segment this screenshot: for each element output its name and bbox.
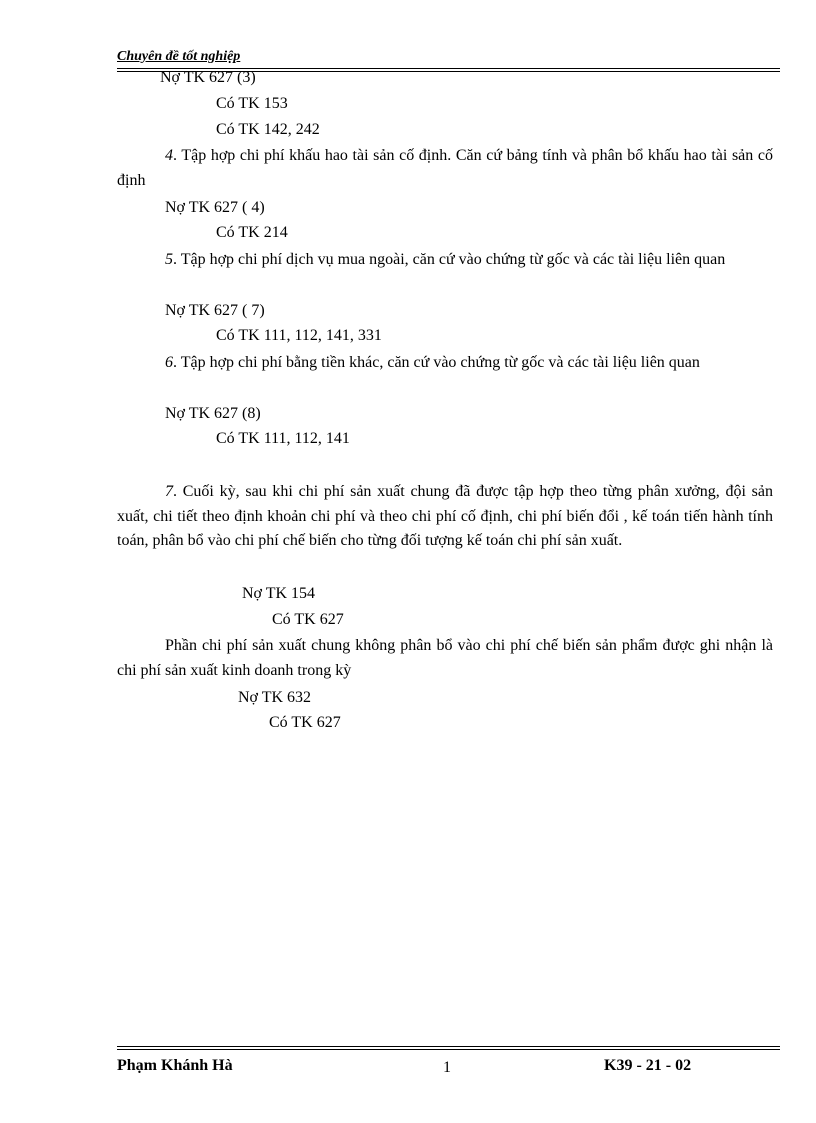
entry-debit-627-3: Nợ TK 627 (3)	[160, 69, 256, 86]
paragraph-6-number: 6	[165, 354, 173, 371]
paragraph-5	[117, 248, 773, 273]
paragraph-6	[117, 351, 773, 376]
footer-page-number: 1	[443, 1059, 451, 1076]
paragraph-5-text: . Tập hợp chi phí dịch vụ mua ngoài, căn cứ vào chứng từ gốc và các tài liệu liên quan	[173, 251, 726, 268]
paragraph-6-text: . Tập hợp chi phí bằng tiền khác, căn cứ vào chứng từ gốc và các tài liệu liên quan	[173, 354, 700, 371]
entry-credit-627-b: Có TK 627	[269, 714, 341, 731]
footer-author: Phạm Khánh Hà	[117, 1057, 233, 1074]
paragraph-7-text: . Cuối kỳ, sau khi chi phí sản xuất chung đã được tập hợp theo từng phân xưởng, đội sản xuất, chi tiết theo định khoản chi phí và theo chi phí cố định, chi phí biến đổi , kế toán tiến hành tính toán, phân bổ vào chi phí chế biến cho từng đối tượng kế toán chi phí sản xuất.	[117, 483, 773, 550]
entry-credit-111-112-141: Có TK 111, 112, 141	[216, 430, 350, 447]
entry-credit-142-242: Có TK 142, 242	[216, 121, 320, 138]
paragraph-4	[117, 144, 773, 193]
entry-credit-111-112-141-331: Có TK 111, 112, 141, 331	[216, 327, 382, 344]
entry-credit-153: Có TK 153	[216, 95, 288, 112]
entry-credit-214: Có TK 214	[216, 224, 288, 241]
paragraph-8: Phần chi phí sản xuất chung không phân bổ vào chi phí chế biến sản phẩm được ghi nhận là chi phí sản xuất kinh doanh trong kỳ	[117, 637, 773, 679]
entry-credit-627-a: Có TK 627	[272, 611, 344, 628]
entry-debit-627-7: Nợ TK 627 ( 7)	[165, 302, 265, 319]
paragraph-4-text: . Tập hợp chi phí khấu hao tài sản cố định. Căn cứ bảng tính và phân bổ khấu hao tài sản cố định	[117, 147, 773, 189]
entry-debit-154: Nợ TK 154	[242, 585, 316, 602]
entry-debit-627-8: Nợ TK 627 (8)	[165, 405, 261, 422]
entry-debit-627-4: Nợ TK 627 ( 4)	[165, 199, 265, 216]
paragraph-5-number: 5	[165, 251, 173, 268]
footer-class-code: K39 - 21 - 02	[604, 1057, 692, 1074]
entry-debit-632: Nợ TK 632	[238, 689, 312, 706]
paragraph-7-number: 7	[165, 483, 173, 500]
header-title: Chuyên đề tốt nghiệp	[117, 49, 241, 64]
paragraph-4-number: 4	[165, 147, 173, 164]
footer-rule-top	[117, 1046, 780, 1047]
footer-rule-bottom	[117, 1049, 780, 1050]
paragraph-7	[117, 480, 773, 554]
